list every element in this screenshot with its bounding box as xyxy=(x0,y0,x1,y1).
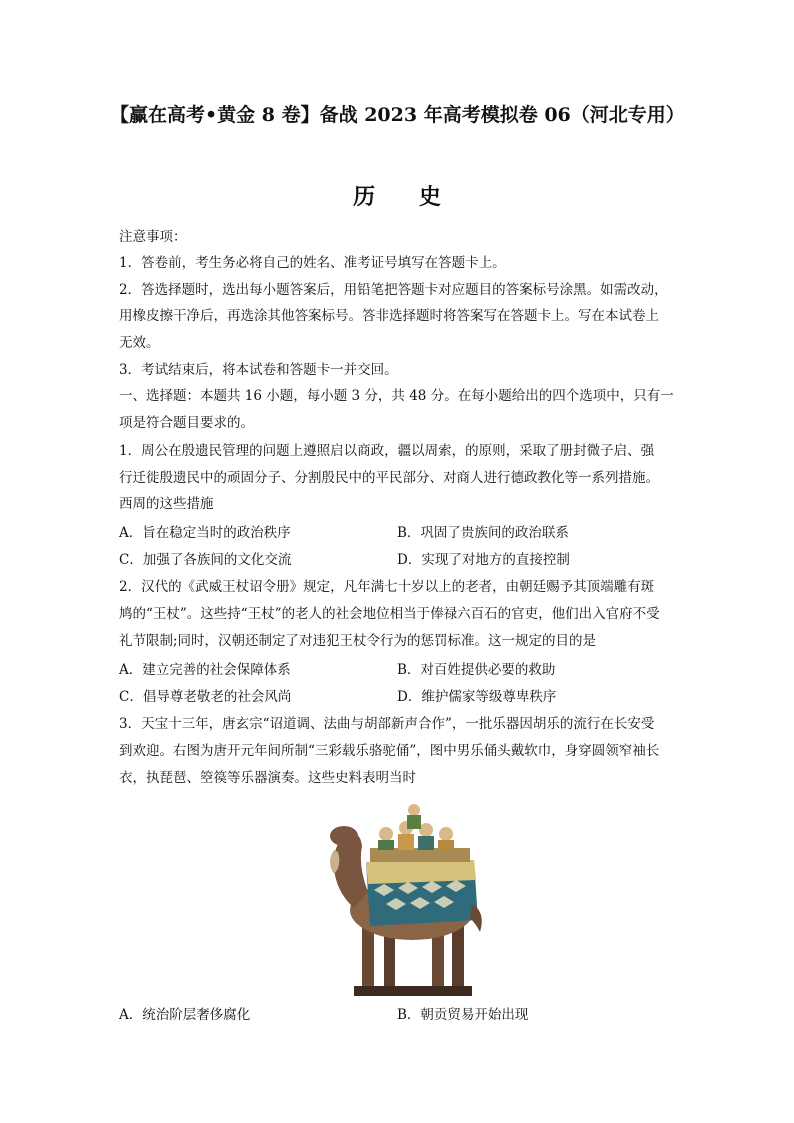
question-stem: 到欢迎。右图为唐开元年间所制“三彩载乐骆驼俑”，图中男乐俑头戴软巾，身穿圆领窄袖长 xyxy=(119,743,660,759)
subject-heading: 历 史 xyxy=(353,184,459,210)
notice-heading: 注意事项： xyxy=(119,229,187,245)
option-b: B．对百姓提供必要的救助 xyxy=(397,662,556,678)
notice-item: 无效。 xyxy=(119,335,160,351)
option-d: D．维护儒家等级尊卑秩序 xyxy=(397,689,557,705)
notice-item: 1．答卷前，考生务必将自己的姓名、准考证号填写在答题卡上。 xyxy=(119,255,506,271)
question-stem: 衣，执琵琶、箜篌等乐器演奏。这些史料表明当时 xyxy=(119,770,416,786)
question-stem: 2．汉代的《武威王杖诏令册》规定，凡年满七十岁以上的老者，由朝廷赐予其顶端雕有斑 xyxy=(119,579,655,595)
option-c: C．加强了各族间的文化交流 xyxy=(119,552,292,568)
question-stem: 行迁徙殷遗民中的顽固分子、分割殷民中的平民部分、对商人进行德政教化等一系列措施。 xyxy=(119,470,659,486)
section-heading: 一、选择题：本题共 16 小题，每小题 3 分，共 48 分。在每小题给出的四个选项中，只有一 xyxy=(119,388,674,404)
option-a: A．统治阶层奢侈腐化 xyxy=(119,1007,251,1023)
notice-item: 用橡皮擦干净后，再选涂其他答案标号。答非选择题时将答案写在答题卡上。写在本试卷上 xyxy=(119,308,659,324)
notice-item: 3．考试结束后，将本试卷和答题卡一并交回。 xyxy=(119,362,398,378)
section-heading: 项是符合题目要求的。 xyxy=(119,415,254,431)
question-stem: 礼节限制;同时，汉朝还制定了对违犯王杖令行为的惩罚标准。这一规定的目的是 xyxy=(119,633,597,649)
question-stem: 1．周公在殷遗民管理的问题上遵照启以商政，疆以周索，的原则，采取了册封微子启、强 xyxy=(119,443,655,459)
option-d: D．实现了对地方的直接控制 xyxy=(397,552,570,568)
notice-item: 2．答选择题时，选出每小题答案后，用铅笔把答题卡对应题目的答案标号涂黑。如需改动， xyxy=(119,282,668,298)
question-stem: 鸠的“王杖”。这些持“王杖”的老人的社会地位相当于俸禄六百石的官吏，他们出入官府不受 xyxy=(119,606,660,622)
option-a: A．建立完善的社会保障体系 xyxy=(119,662,291,678)
camel-figurine-image xyxy=(304,800,494,1000)
option-b: B．巩固了贵族间的政治联系 xyxy=(397,525,569,541)
option-b: B．朝贡贸易开始出现 xyxy=(397,1007,529,1023)
question-stem: 西周的这些措施 xyxy=(119,496,214,512)
option-c: C．倡导尊老敬老的社会风尚 xyxy=(119,689,292,705)
question-stem: 3．天宝十三年，唐玄宗“诏道调、法曲与胡部新声合作”，一批乐器因胡乐的流行在长安受 xyxy=(119,716,655,732)
option-a: A．旨在稳定当时的政治秩序 xyxy=(119,525,291,541)
page-title: 【赢在高考•黄金 8 卷】备战 2023 年高考模拟卷 06（河北专用） xyxy=(110,104,685,126)
